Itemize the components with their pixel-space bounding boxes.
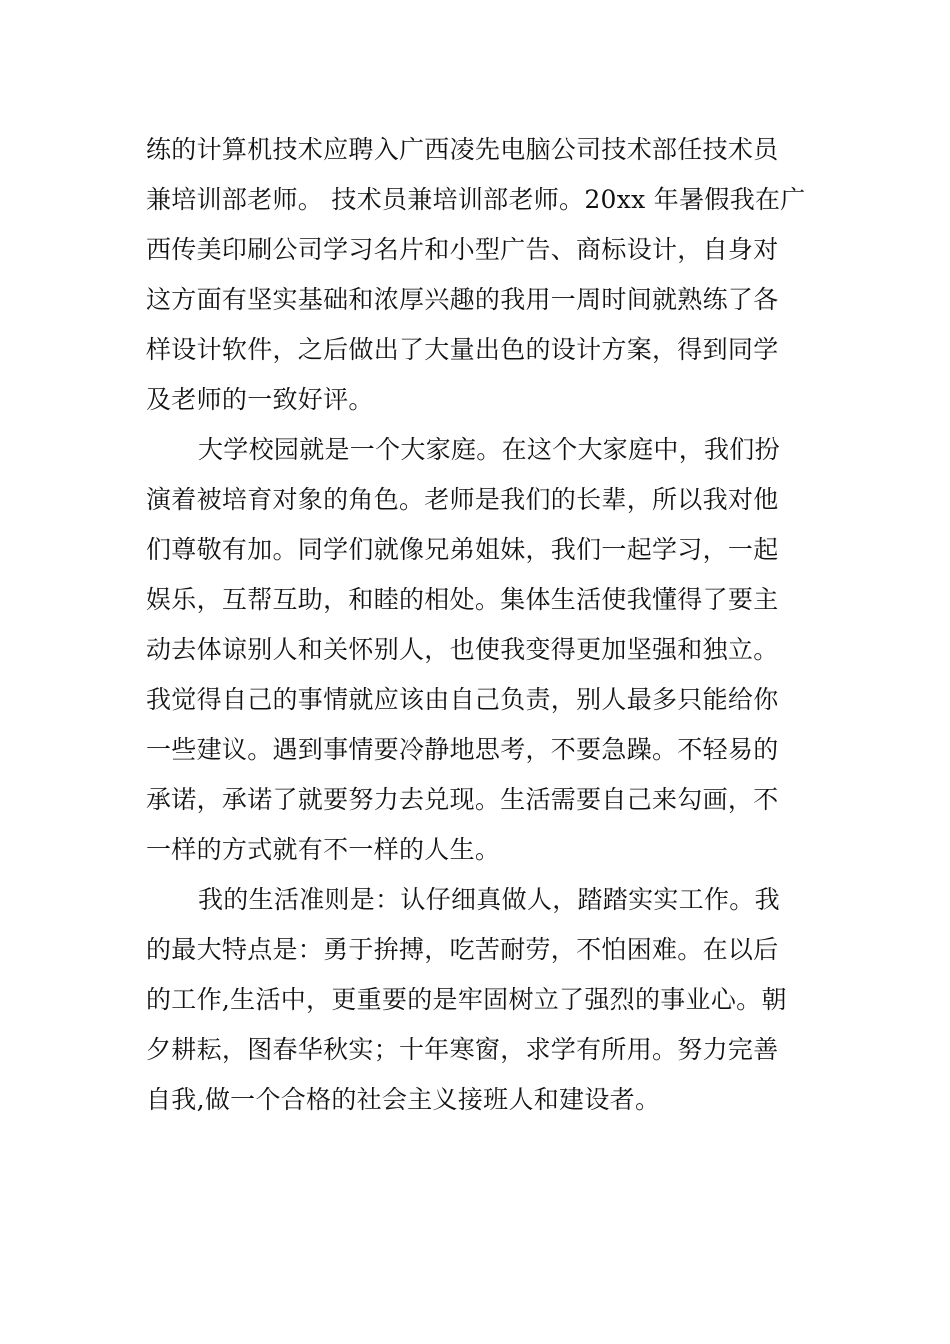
text-line: 我觉得自己的事情就应该由自己负责，别人最多只能给你 (146, 685, 779, 714)
text-line: 承诺，承诺了就要努力去兑现。生活需要自己来勾画，不 (146, 785, 779, 814)
paragraph (146, 125, 806, 425)
text-line: 我的生活准则是：认仔细真做人，踏踏实实工作。我 (198, 885, 780, 914)
text-line: 西传美印刷公司学习名片和小型广告、商标设计，自身对 (146, 235, 779, 264)
text-line: 一样的方式就有不一样的人生。 (146, 835, 501, 864)
text-line: 们尊敬有加。同学们就像兄弟姐妹，我们一起学习，一起 (146, 535, 779, 564)
paragraph (146, 425, 806, 875)
paragraph (146, 875, 806, 1125)
text-line: 的最大特点是：勇于拚搏，吃苦耐劳，不怕困难。在以后 (146, 935, 779, 964)
document-body (146, 125, 806, 1125)
text-line: 的工作,生活中，更重要的是牢固树立了强烈的事业心。朝 (146, 985, 787, 1014)
text-line: 样设计软件，之后做出了大量出色的设计方案，得到同学 (146, 335, 779, 364)
text-line: 及老师的一致好评。 (146, 385, 374, 414)
text-line: 这方面有坚实基础和浓厚兴趣的我用一周时间就熟练了各 (146, 285, 779, 314)
text-line: 一些建议。遇到事情要冷静地思考，不要急躁。不轻易的 (146, 735, 779, 764)
text-line: 夕耕耘，图春华秋实；十年寒窗，求学有所用。努力完善 (146, 1035, 779, 1064)
text-line: 练的计算机技术应聘入广西凌先电脑公司技术部任技术员 (146, 135, 779, 164)
text-line: 大学校园就是一个大家庭。在这个大家庭中，我们扮 (198, 435, 780, 464)
text-line: 兼培训部老师。 技术员兼培训部老师。20xx 年暑假我在广 (146, 185, 806, 214)
text-line: 演着被培育对象的角色。老师是我们的长辈，所以我对他 (146, 485, 779, 514)
text-line: 自我,做一个合格的社会主义接班人和建设者。 (146, 1085, 661, 1114)
text-line: 动去体谅别人和关怀别人，也使我变得更加坚强和独立。 (146, 635, 779, 664)
text-line: 娱乐，互帮互助，和睦的相处。集体生活使我懂得了要主 (146, 585, 779, 614)
